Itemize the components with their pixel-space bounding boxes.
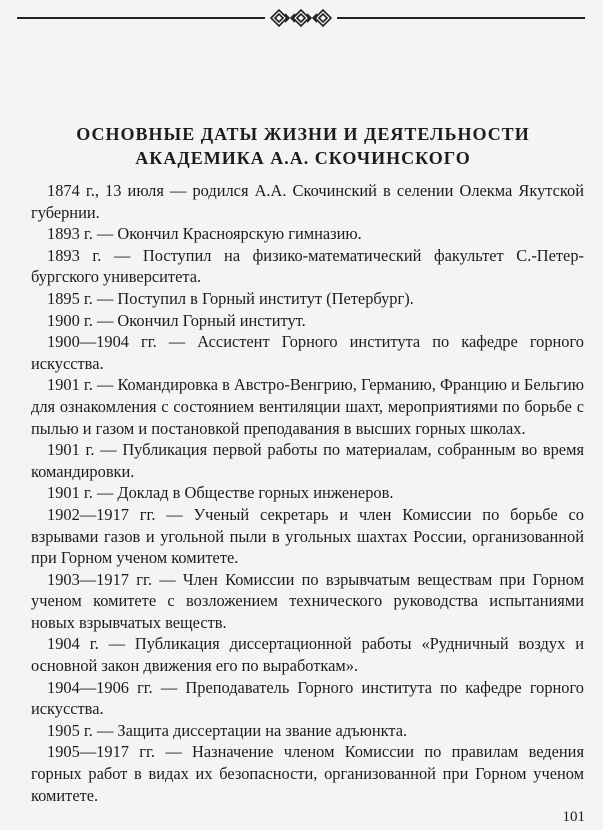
chronology-entry: 1893 г. — Окончил Красноярскую гимназию. [47,224,362,244]
chronology-entry: 1901 г. — Командировка в Австро-Венгрию, Германию, Францию и Бельгию для ознакомления с состоянием вентиляции шахт, мероприятиями по борьбе с пылью и газом и постановкой преподавания в высших горных школах. [31,375,584,438]
title-line: ОСНОВНЫЕ ДАТЫ ЖИЗНИ И ДЕЯТЕЛЬНОСТИ [76,124,530,144]
page-title [40,122,566,170]
page-number: 101 [562,809,585,825]
chronology-entry: 1905—1917 гг. — Назначение членом Комиссии по правилам ведения горных работ в видах их безопасности, организованной при Горном ученом комитете. [31,742,584,805]
chronology-entry: 1893 г. — Поступил на физико-математический факультет С.-Петербургского университета. [31,245,584,287]
chronology-entry: 1901 г. — Доклад в Обществе горных инженеров. [47,483,394,503]
chronology-entry: 1904 г. — Публикация диссертационной работы «Рудничный воздух и основной закон движения его по выработкам». [31,634,584,676]
ornament-rule-right [337,17,585,19]
chronology-entry: 1903—1917 гг. — Член Комиссии по взрывчатым веществам при Горном ученом комитете с возложением технического руководства испытаниями новых взрывчатых веществ. [31,569,584,632]
chronology-entry: 1900 г. — Окончил Горный институт. [47,310,306,330]
ornament-rule-left [17,17,265,19]
chronology-entry: 1905 г. — Защита диссертации на звание адъюнкта. [47,720,408,740]
header-ornament [17,8,585,28]
title-line: АКАДЕМИКА А.А. СКОЧИНСКОГО [135,148,471,168]
chronology-entry: 1901 г. — Публикация первой работы по материалам, собранным во время командировки. [31,440,584,481]
chronology-entry: 1902—1917 гг. — Ученый секретарь и член Комиссии по борьбе со взрывами газов и угольной пыли в угольных шахтах России, организованной при Горном ученом комитете. [31,504,584,568]
chronology-entry: 1874 г., 13 июля — родился А.А. Скочинский в селении Олекма Якутской губернии. [31,181,584,222]
chronology-entry: 1904—1906 гг. — Преподаватель Горного института по кафедре горного искусства. [31,677,584,719]
diamond-knot-ornament-icon [269,8,333,28]
chronology-body [31,180,584,806]
chronology-entry: 1900—1904 гг. — Ассистент Горного института по кафедре горного искусства. [31,332,584,373]
chronology-entry: 1895 г. — Поступил в Горный институт (Петербург). [47,288,414,308]
